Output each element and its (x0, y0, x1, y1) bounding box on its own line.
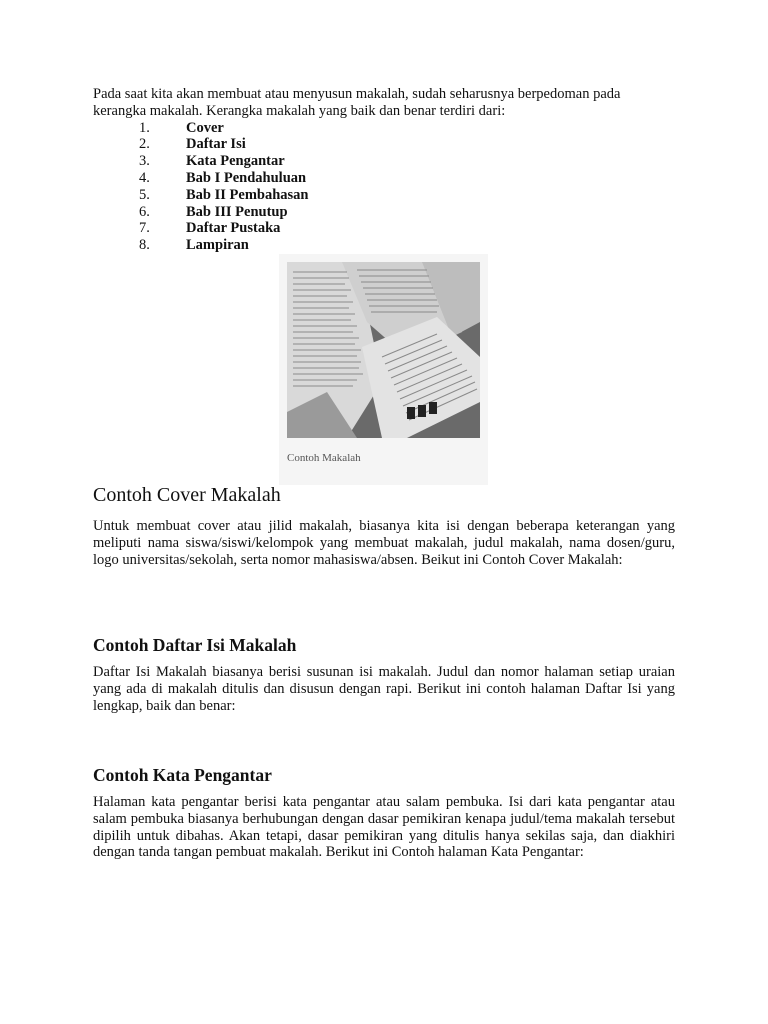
section-paragraph: Untuk membuat cover atau jilid makalah, biasanya kita isi dengan beberapa keterangan yang meliputi nama siswa/siswi/kelompok yang membuat makalah, judul makalah, nama dosen/guru, logo universitas/sekolah, serta nomor mahasiswa/absen. Beikut ini Contoh Cover Makalah: (93, 518, 675, 568)
outline-list (93, 120, 675, 254)
list-number: 2. (139, 136, 150, 153)
list-label: Daftar Isi (186, 136, 246, 153)
list-number: 5. (139, 186, 150, 203)
intro-paragraph: Pada saat kita akan membuat atau menyusun makalah, sudah seharusnya berpedoman pada kerangka makalah. Kerangka makalah yang baik dan benar terdiri dari: (93, 86, 621, 119)
figure-example-paper (279, 254, 488, 485)
list-label: Bab I Pendahuluan (186, 169, 307, 186)
list-number: 6. (139, 203, 150, 220)
list-item (93, 237, 675, 254)
section-body-cover (93, 518, 675, 568)
list-item (93, 136, 675, 153)
list-item (93, 220, 675, 237)
list-label: Daftar Pustaka (186, 220, 281, 237)
list-item (93, 120, 675, 137)
list-number: 1. (139, 119, 150, 136)
paper-stack-image (287, 262, 480, 438)
list-item (93, 204, 675, 221)
list-label: Cover (186, 119, 224, 136)
list-label: Kata Pengantar (186, 153, 285, 170)
list-item (93, 170, 675, 187)
section-heading-cover: Contoh Cover Makalah (93, 484, 281, 506)
list-item (93, 187, 675, 204)
list-number: 4. (139, 169, 150, 186)
list-label: Bab III Penutup (186, 203, 288, 220)
list-number: 8. (139, 237, 150, 254)
section-paragraph: Halaman kata pengantar berisi kata pengantar atau salam pembuka. Isi dari kata pengantar atau salam pembuka biasanya berhubungan dengan dasar pemikiran kenapa judul/tema makalah tersebut dipilih untuk dibahas. Akan tetapi, dasar pemikiran yang ditulis hanya sekilas saja, dan diakhiri dengan tanda tangan pembuat makalah. Berikut ini Contoh halaman Kata Pengantar: (93, 794, 675, 861)
list-number: 7. (139, 220, 150, 237)
section-heading-daftar-isi: Contoh Daftar Isi Makalah (93, 635, 297, 655)
list-label: Lampiran (186, 237, 249, 254)
section-body-kata-pengantar (93, 794, 675, 861)
document-page (93, 86, 675, 254)
section-body-daftar-isi (93, 664, 675, 714)
list-item (93, 153, 675, 170)
list-label: Bab II Pembahasan (186, 186, 309, 203)
list-number: 3. (139, 153, 150, 170)
section-paragraph: Daftar Isi Makalah biasanya berisi susunan isi makalah. Judul dan nomor halaman setiap uraian yang ada di makalah ditulis dan disusun dengan rapi. Berikut ini contoh halaman Daftar Isi yang lengkap, baik dan benar: (93, 664, 675, 714)
figure-caption: Contoh Makalah (287, 452, 361, 464)
section-heading-kata-pengantar: Contoh Kata Pengantar (93, 765, 272, 785)
